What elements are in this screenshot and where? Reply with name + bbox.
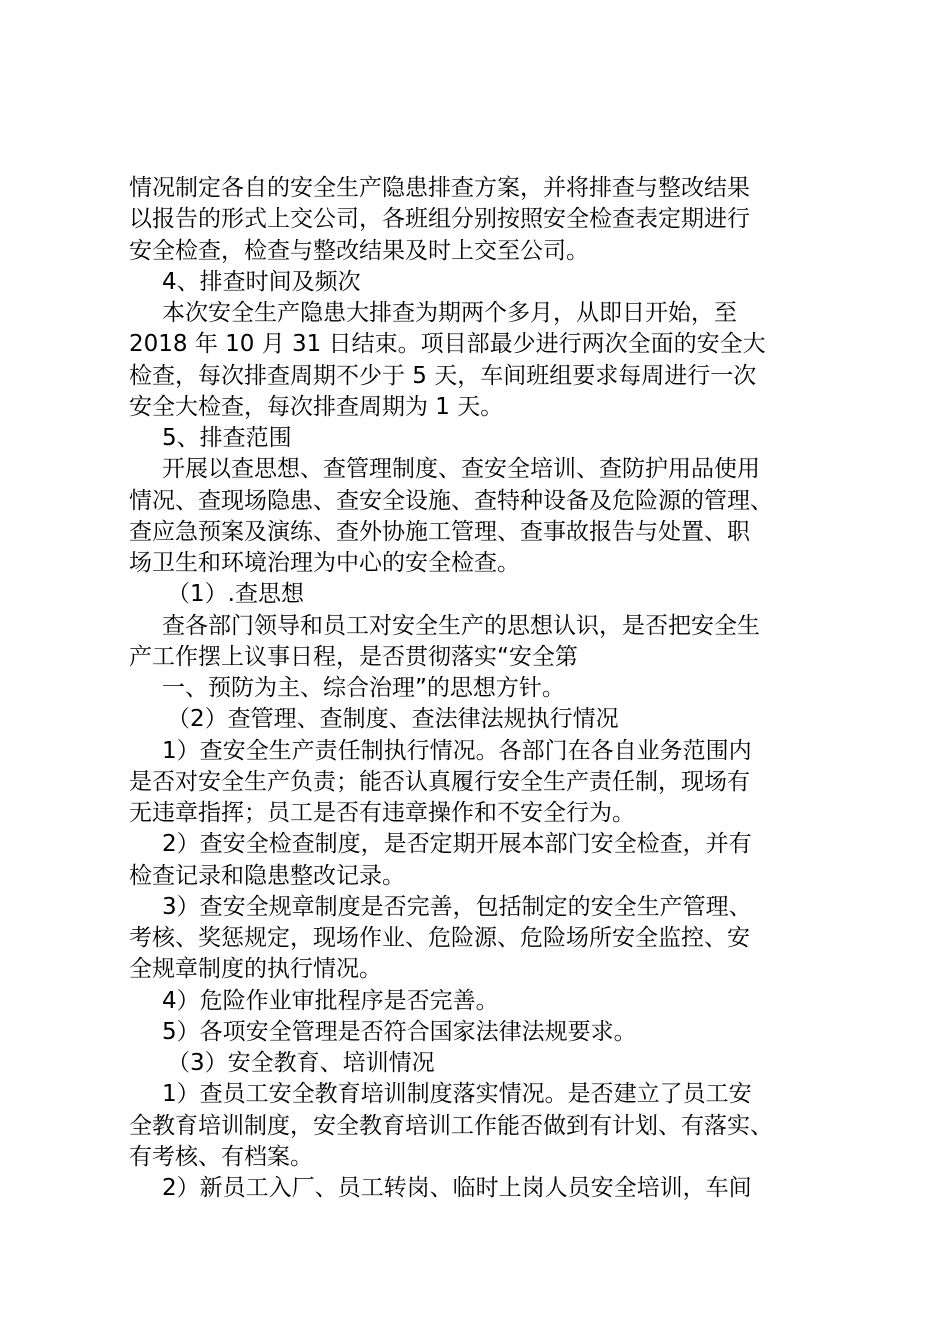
list-item: 2）新员工入厂、员工转岗、临时上岗人员安全培训，车间 — [162, 1175, 752, 1201]
subsection-heading: （3）安全教育、培训情况 — [167, 1050, 435, 1076]
paragraph-line: 一、预防为主、综合治理”的思想方针。 — [162, 675, 565, 701]
paragraph-line: 情况、查现场隐患、查安全设施、查特种设备及危险源的管理、 — [129, 487, 773, 514]
paragraph-line: 安全检查，检查与整改结果及时上交至公司。 — [129, 237, 589, 264]
paragraph-line: 检查记录和隐患整改记录。 — [129, 862, 405, 889]
list-item: 1）查员工安全教育培训制度落实情况。是否建立了员工安 — [162, 1081, 752, 1108]
paragraph-line: 2018 年 10 月 31 日结束。项目部最少进行两次全面的安全大 — [129, 331, 766, 358]
paragraph-line: 全教育培训制度，安全教育培训工作能否做到有计划、有落实、 — [129, 1112, 773, 1139]
paragraph-line: 全规章制度的执行情况。 — [129, 956, 382, 983]
paragraph-line: 考核、奖惩规定，现场作业、危险源、危险场所安全监控、安 — [129, 925, 750, 951]
document-body — [129, 173, 841, 1204]
paragraph-line: 安全大检查，每次排查周期为 1 天。 — [129, 393, 504, 420]
paragraph-line: 产工作摆上议事日程，是否贯彻落实“安全第 — [129, 643, 578, 670]
paragraph-line: 查各部门领导和员工对安全生产的思想认识，是否把安全生 — [162, 612, 760, 639]
paragraph-line: 情况制定各自的安全生产隐患排查方案，并将排查与整改结果 — [129, 175, 750, 201]
paragraph-line: 本次安全生产隐患大排查为期两个多月，从即日开始，至 — [162, 300, 737, 326]
paragraph-line: 场卫生和环境治理为中心的安全检查。 — [129, 550, 520, 576]
paragraph-line: 开展以查思想、查管理制度、查安全培训、查防护用品使用 — [162, 456, 760, 483]
paragraph-line: 无违章指挥；员工是否有违章操作和不安全行为。 — [129, 800, 635, 826]
paragraph-line: 查应急预案及演练、查外协施工管理、查事故报告与处置、职 — [129, 518, 750, 545]
subsection-heading: （2）查管理、查制度、查法律法规执行情况 — [167, 706, 619, 733]
list-item: 5）各项安全管理是否符合国家法律法规要求。 — [162, 1018, 637, 1045]
paragraph-line: 检查，每次排查周期不少于 5 天，车间班组要求每周进行一次 — [129, 362, 757, 389]
paragraph-line: 有考核、有档案。 — [129, 1143, 313, 1170]
section-heading: 5、排查范围 — [162, 425, 292, 451]
list-item: 4）危险作业审批程序是否完善。 — [162, 987, 499, 1014]
section-heading: 4、排查时间及频次 — [162, 268, 361, 295]
paragraph-line: 是否对安全生产负责；能否认真履行安全生产责任制，现场有 — [129, 768, 750, 795]
list-item: 2）查安全检查制度，是否定期开展本部门安全检查，并有 — [162, 831, 752, 858]
paragraph-line: 以报告的形式上交公司，各班组分别按照安全检查表定期进行 — [129, 206, 750, 233]
list-item: 1）查安全生产责任制执行情况。各部门在各自业务范围内 — [162, 737, 752, 764]
list-item: 3）查安全规章制度是否完善，包括制定的安全生产管理、 — [162, 893, 752, 920]
subsection-heading: （1）.查思想 — [167, 581, 304, 608]
